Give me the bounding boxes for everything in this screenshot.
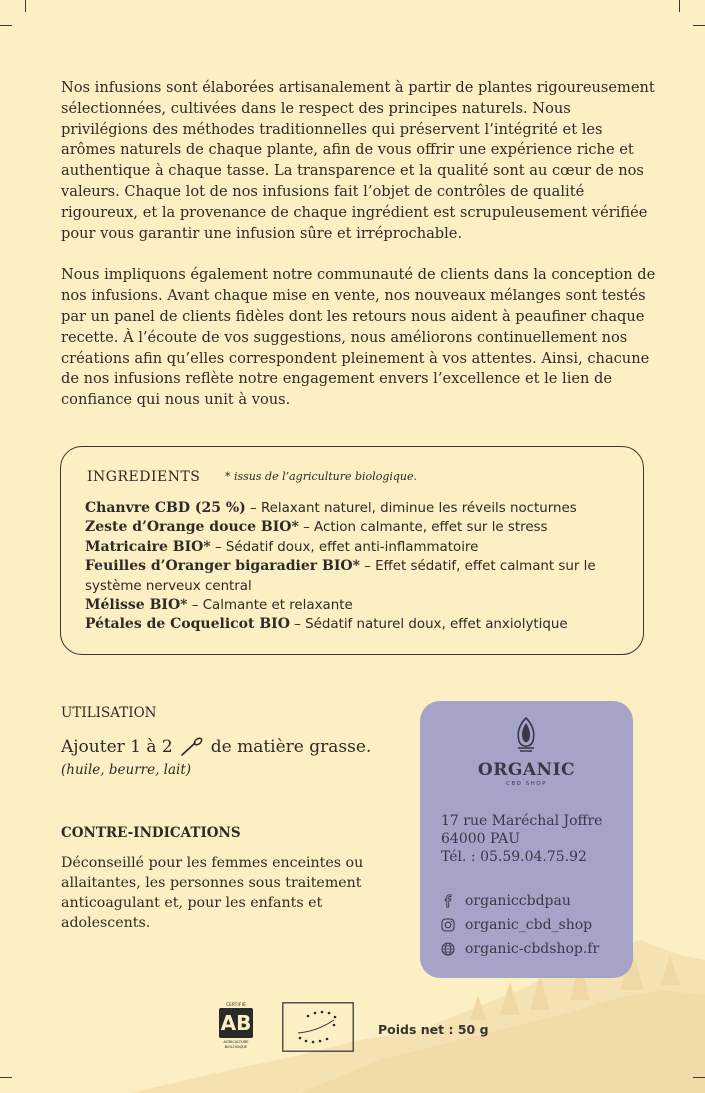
ingredient-name: Zeste d’Orange douce BIO* [85, 519, 299, 536]
ingredient-name: Matricaire BIO* [85, 538, 211, 555]
globe-icon [441, 942, 455, 956]
ingredient-item [85, 538, 625, 557]
contre-indications-title: CONTRE-INDICATIONS [61, 825, 241, 841]
contre-indications-text: Déconseillé pour les femmes enceintes ou allaitantes, les personnes sous traitement anticoagulant et, pour les enfants et adolescents. [61, 855, 364, 931]
ingredient-desc: – Sédatif doux, effet anti-inflammatoire [210, 539, 479, 555]
intro-text [61, 78, 661, 432]
ab-logo-top: CERTIFIÉ [226, 1002, 246, 1007]
address-line: 17 rue Maréchal Joffre [441, 813, 603, 829]
crop-mark [25, 0, 26, 12]
shop-card [420, 701, 633, 978]
crop-mark [679, 0, 680, 12]
social-website[interactable] [441, 937, 599, 961]
social-links [441, 889, 599, 961]
phone-line: Tél. : 05.59.04.75.92 [441, 849, 587, 865]
address-line: 64000 PAU [441, 831, 521, 847]
ab-logo-bottom: AGRICULTURE BIOLOGIQUE [223, 1040, 249, 1049]
ab-logo-box: AB [219, 1008, 253, 1038]
ingredients-box [60, 446, 644, 655]
ingredient-name: Feuilles d’Oranger bigaradier BIO* [85, 558, 360, 575]
intro-paragraph: Nos infusions sont élaborées artisanalement à partir de plantes rigoureusement sélectionnées, cultivées dans le respect des principes naturels. Nous privilégions des méthodes traditionnelles qui préservent l’intégrité et les arômes naturels de chaque plante, afin de vous offrir une expérience riche et authentique à chaque tasse. La transparence et la qualité sont au cœur de nos valeurs. Chaque lot de nos infusions fait l’objet de contrôles de qualité rigoureux, et la provenance de chaque ingrédient est scrupuleusement vérifiée pour vous garantir une infusion sûre et irréprochable. [61, 79, 655, 242]
social-facebook[interactable] [441, 889, 599, 913]
ingredient-item [85, 615, 625, 634]
shop-brand-sub: CBD SHOP [506, 781, 547, 787]
shop-brand: ORGANIC [477, 760, 576, 780]
ingredients-title: INGREDIENTS [87, 469, 201, 485]
crop-mark [693, 25, 705, 26]
utilisation-title: UTILISATION [61, 705, 157, 721]
utilisation-dose: Ajouter 1 à 2 [61, 737, 173, 757]
crop-mark [693, 1077, 705, 1078]
intro-paragraph: Nous impliquons également notre communauté de clients dans la conception de nos infusions. Avant chaque mise en vente, nos nouveaux mélanges sont testés par un panel de clients fidèles dont les retours nous aident à peaufiner chaque recette. À l’écoute de vos suggestions, nous améliorons continuellement nos créations afin qu’elles correspondent pleinement à vos attentes. Ainsi, chacune de nos infusions reflète notre engagement envers l’excellence et le lien de confiance qui nous unit à vous. [61, 266, 656, 409]
ingredient-desc: – Action calmante, effet sur le stress [298, 520, 548, 536]
crop-mark [0, 25, 12, 26]
spoon-icon [179, 737, 205, 757]
ingredient-name: Chanvre CBD (25 %) [85, 500, 246, 516]
ingredient-item [85, 518, 625, 537]
ingredients-list [85, 499, 625, 635]
instagram-icon [441, 918, 455, 932]
social-label: organic-cbdshop.fr [465, 941, 600, 957]
ingredient-item [85, 557, 625, 596]
facebook-icon [441, 894, 455, 908]
shop-address [441, 812, 602, 866]
ingredient-desc: – Calmante et relaxante [187, 598, 353, 614]
utilisation-note: (huile, beurre, lait) [61, 762, 192, 778]
ingredient-desc: – Sédatif naturel doux, effet anxiolytique [289, 617, 568, 633]
ingredient-name: Pétales de Coquelicot BIO [85, 616, 290, 633]
net-weight: Poids net : 50 g [378, 1022, 489, 1037]
social-instagram[interactable] [441, 913, 599, 937]
cannabis-leaf-logo-icon [515, 717, 537, 753]
ingredient-desc: – Relaxant naturel, diminue les réveils nocturnes [245, 501, 577, 516]
ingredient-item [85, 596, 625, 615]
ingredient-item [85, 499, 625, 518]
social-label: organiccbdpau [465, 893, 571, 909]
utilisation-text [61, 737, 371, 757]
ingredient-name: Mélisse BIO* [85, 597, 188, 614]
social-label: organic_cbd_shop [465, 917, 593, 933]
ab-logo [219, 1002, 253, 1052]
crop-mark [0, 1077, 12, 1078]
ingredients-note: * issus de l’agriculture biologique. [225, 470, 418, 483]
ingredient-desc: – Effet sédatif, effet calmant sur le système nerveux central [85, 559, 596, 594]
utilisation-unit: de matière grasse. [210, 737, 372, 757]
eu-organic-leaf-logo [282, 1002, 354, 1052]
